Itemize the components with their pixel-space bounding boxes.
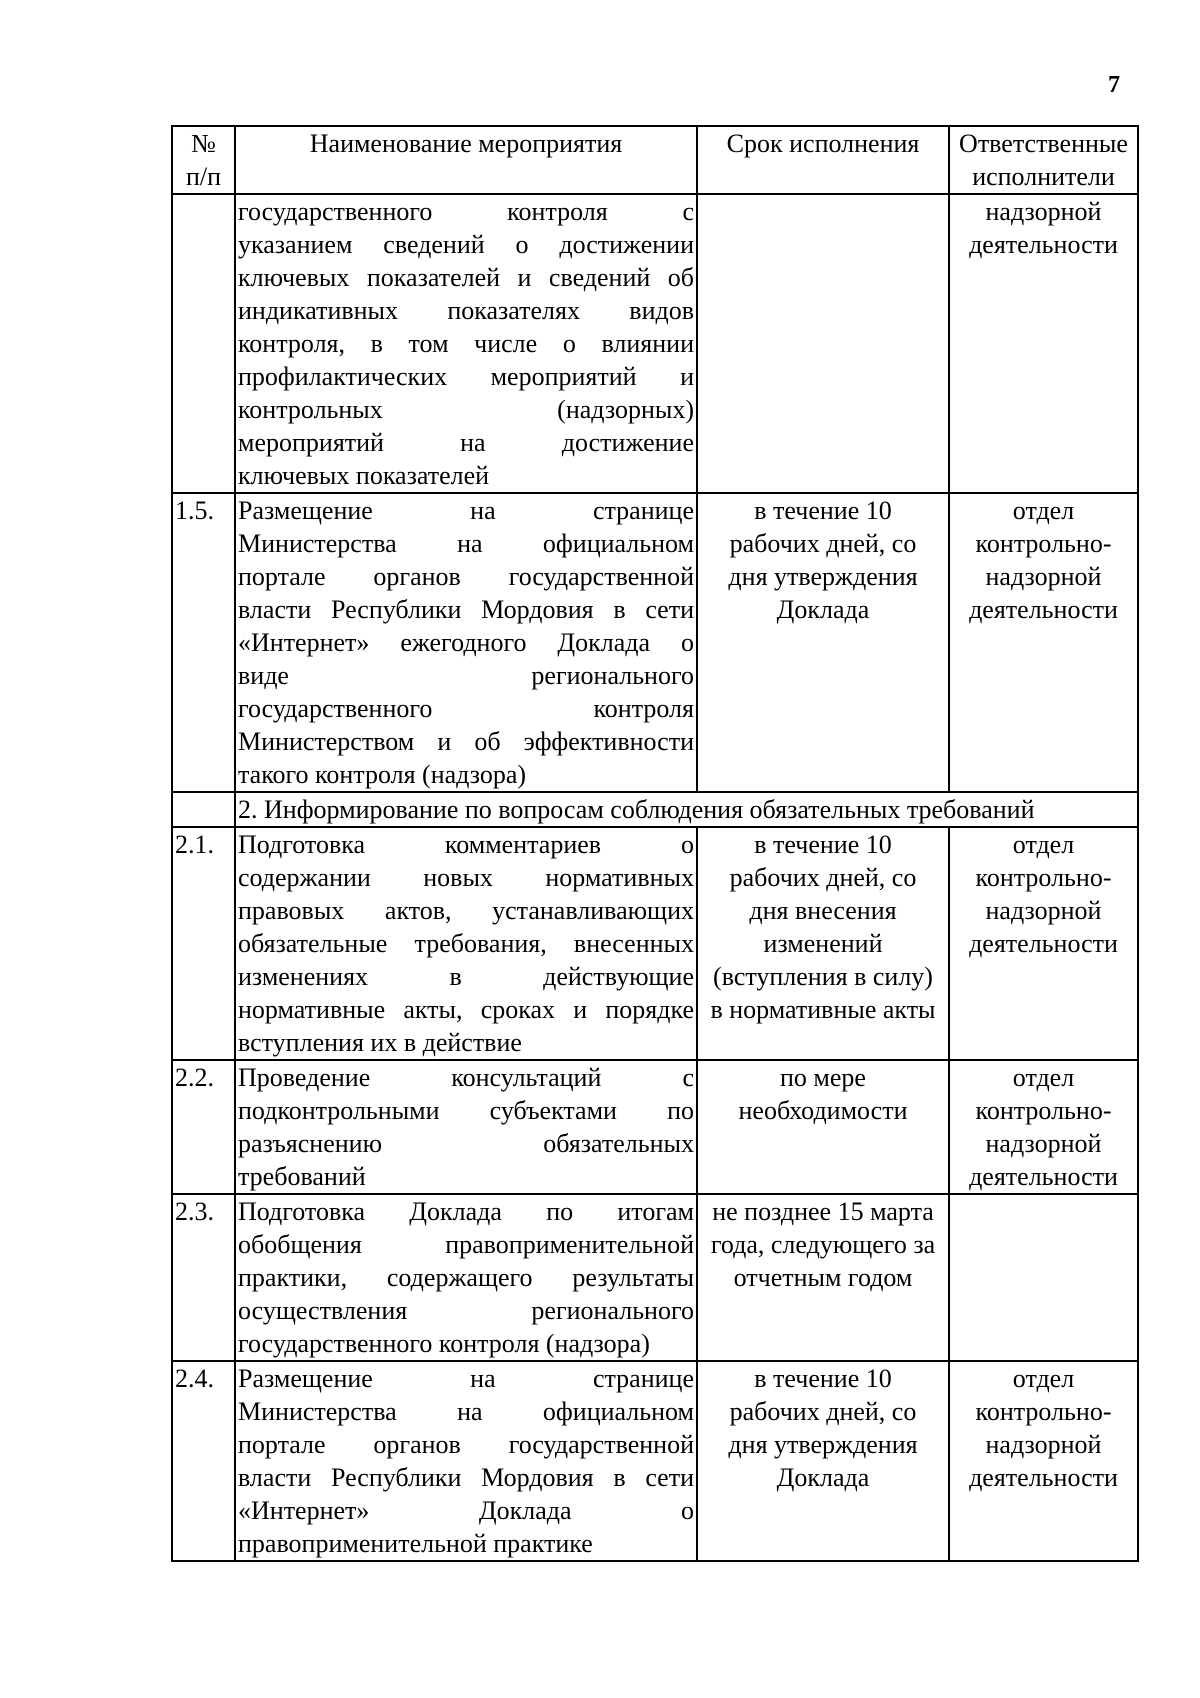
deadline-line: дня утверждения	[728, 562, 918, 591]
header-responsible-line: Ответственные	[959, 129, 1128, 158]
activity-name-line: власти Республики Мордовия в сети	[238, 595, 694, 624]
activity-name-cell	[235, 1194, 697, 1361]
activity-name-line: индикативных показателях видов	[238, 296, 694, 325]
responsible-cell	[949, 493, 1138, 792]
table-row	[172, 1060, 1138, 1194]
deadline-line: (вступления в силу)	[713, 962, 933, 991]
table-row	[172, 1194, 1138, 1361]
activity-name-line: государственного контроля	[238, 694, 694, 723]
activity-name-line: содержании новых нормативных	[238, 863, 694, 892]
activity-name-line: портале органов государственной	[238, 562, 694, 591]
activity-name-line: Подготовка Доклада по итогам	[238, 1197, 694, 1226]
activity-name-line: ключевых показателей	[238, 461, 490, 490]
responsible-line: контрольно-	[975, 529, 1112, 558]
responsible-line: деятельности	[969, 595, 1118, 624]
header-number-line: п/п	[185, 162, 222, 191]
responsible-line: деятельности	[969, 1463, 1118, 1492]
activity-name-line: Министерством и об эффективности	[238, 727, 694, 756]
activity-name-cell	[235, 827, 697, 1060]
deadline-cell	[697, 1060, 949, 1194]
responsible-line: контрольно-	[975, 1096, 1112, 1125]
activity-name-line: правовых актов, устанавливающих	[238, 896, 694, 925]
header-responsible	[949, 126, 1138, 194]
deadline-cell	[697, 493, 949, 792]
page-number: 7	[1108, 72, 1120, 98]
table-row	[172, 1361, 1138, 1561]
deadline-cell	[697, 827, 949, 1060]
deadline-line: необходимости	[738, 1096, 908, 1125]
responsible-line: отдел	[1012, 1364, 1075, 1393]
deadline-line: в течение 10	[754, 830, 892, 859]
activity-name-line: ключевых показателей и сведений об	[238, 263, 694, 292]
table-row	[172, 493, 1138, 792]
deadline-line: Доклада	[776, 1463, 870, 1492]
deadline-line: рабочих дней, со	[729, 529, 917, 558]
responsible-line: отдел	[1012, 830, 1075, 859]
activity-name-line: разъяснению обязательных	[238, 1129, 694, 1158]
deadline-cell	[697, 1361, 949, 1561]
activity-name-line: нормативные акты, сроках и порядке	[238, 995, 694, 1024]
activity-name-line: такого контроля (надзора)	[238, 760, 527, 789]
activity-name-line: изменениях в действующие	[238, 962, 694, 991]
activity-name-line: Министерства на официальном	[238, 1397, 694, 1426]
activity-name-cell	[235, 1361, 697, 1561]
activity-name-line: виде регионального	[238, 661, 694, 690]
activity-name-line: государственного контроля (надзора)	[238, 1329, 650, 1358]
deadline-line: года, следующего за	[710, 1230, 936, 1259]
row-number: 2.1.	[172, 827, 235, 1060]
activity-name-line: указанием сведений о достижении	[238, 230, 694, 259]
activity-name-line: контрольных (надзорных)	[238, 395, 694, 424]
header-activity-name	[235, 126, 697, 194]
activity-name-line: вступления их в действие	[238, 1028, 522, 1057]
header-number	[172, 126, 235, 194]
table-header-row	[172, 126, 1138, 194]
responsible-line: надзорной	[985, 896, 1102, 925]
activity-name-line: Размещение на странице	[238, 1364, 694, 1393]
activity-name-line: «Интернет» Доклада о	[238, 1496, 694, 1525]
responsible-cell	[949, 1194, 1138, 1361]
activity-name-cell	[235, 1060, 697, 1194]
header-deadline	[697, 126, 949, 194]
responsible-cell	[949, 194, 1138, 493]
responsible-cell	[949, 827, 1138, 1060]
table-row	[172, 194, 1138, 493]
activity-name-line: практики, содержащего результаты	[238, 1263, 694, 1292]
deadline-line: по мере	[780, 1063, 866, 1092]
row-number: 2.2.	[172, 1060, 235, 1194]
section-title: 2. Информирование по вопросам соблюдения обязательных требований	[235, 792, 1138, 827]
header-responsible-line: исполнители	[972, 162, 1115, 191]
header-activity-name-text: Наименование мероприятия	[309, 129, 623, 158]
responsible-cell	[949, 1361, 1138, 1561]
row-number: 2.4.	[172, 1361, 235, 1561]
deadline-line: изменений	[763, 929, 883, 958]
activity-name-line: требований	[238, 1162, 366, 1191]
activity-name-line: подконтрольными субъектами по	[238, 1096, 694, 1125]
activity-name-line: правоприменительной практике	[238, 1529, 593, 1558]
activity-name-line: контроля, в том числе о влиянии	[238, 329, 694, 358]
section-row	[172, 792, 1138, 827]
header-number-line: №	[191, 129, 216, 158]
table-row	[172, 827, 1138, 1060]
responsible-line: надзорной	[985, 562, 1102, 591]
activity-name-line: обобщения правоприменительной	[238, 1230, 694, 1259]
deadline-line: в течение 10	[754, 496, 892, 525]
responsible-cell	[949, 1060, 1138, 1194]
deadline-cell	[697, 194, 949, 493]
section-number-cell	[172, 792, 235, 827]
activity-plan-table	[171, 125, 1139, 1562]
deadline-line: Доклада	[776, 595, 870, 624]
activity-name-line: Министерства на официальном	[238, 529, 694, 558]
activity-name-line: обязательные требования, внесенных	[238, 929, 694, 958]
activity-name-cell	[235, 194, 697, 493]
deadline-line: в нормативные акты	[710, 995, 936, 1024]
responsible-line: надзорной	[985, 1430, 1102, 1459]
activity-name-line: власти Республики Мордовия в сети	[238, 1463, 694, 1492]
header-deadline-text: Срок исполнения	[726, 129, 920, 158]
deadline-line: дня утверждения	[728, 1430, 918, 1459]
responsible-line: деятельности	[969, 1162, 1118, 1191]
activity-name-line: мероприятий на достижение	[238, 428, 694, 457]
activity-name-line: государственного контроля с	[238, 197, 694, 226]
row-number	[172, 194, 235, 493]
row-number: 2.3.	[172, 1194, 235, 1361]
responsible-line: деятельности	[969, 929, 1118, 958]
activity-name-line: Проведение консультаций с	[238, 1063, 694, 1092]
activity-name-line: профилактических мероприятий и	[238, 362, 694, 391]
responsible-line: контрольно-	[975, 863, 1112, 892]
deadline-line: дня внесения	[749, 896, 897, 925]
activity-name-line: осуществления регионального	[238, 1296, 694, 1325]
responsible-line: надзорной	[985, 197, 1102, 226]
deadline-line: в течение 10	[754, 1364, 892, 1393]
activity-name-line: Подготовка комментариев о	[238, 830, 694, 859]
activity-name-cell	[235, 493, 697, 792]
deadline-line: рабочих дней, со	[729, 1397, 917, 1426]
activity-name-line: портале органов государственной	[238, 1430, 694, 1459]
deadline-cell	[697, 1194, 949, 1361]
deadline-line: рабочих дней, со	[729, 863, 917, 892]
deadline-line: отчетным годом	[733, 1263, 913, 1292]
deadline-line: не позднее 15 марта	[712, 1197, 934, 1226]
responsible-line: деятельности	[969, 230, 1118, 259]
row-number: 1.5.	[172, 493, 235, 792]
activity-name-line: «Интернет» ежегодного Доклада о	[238, 628, 694, 657]
responsible-line: контрольно-	[975, 1397, 1112, 1426]
responsible-line: надзорной	[985, 1129, 1102, 1158]
responsible-line: отдел	[1012, 1063, 1075, 1092]
responsible-line: отдел	[1012, 496, 1075, 525]
activity-name-line: Размещение на странице	[238, 496, 694, 525]
